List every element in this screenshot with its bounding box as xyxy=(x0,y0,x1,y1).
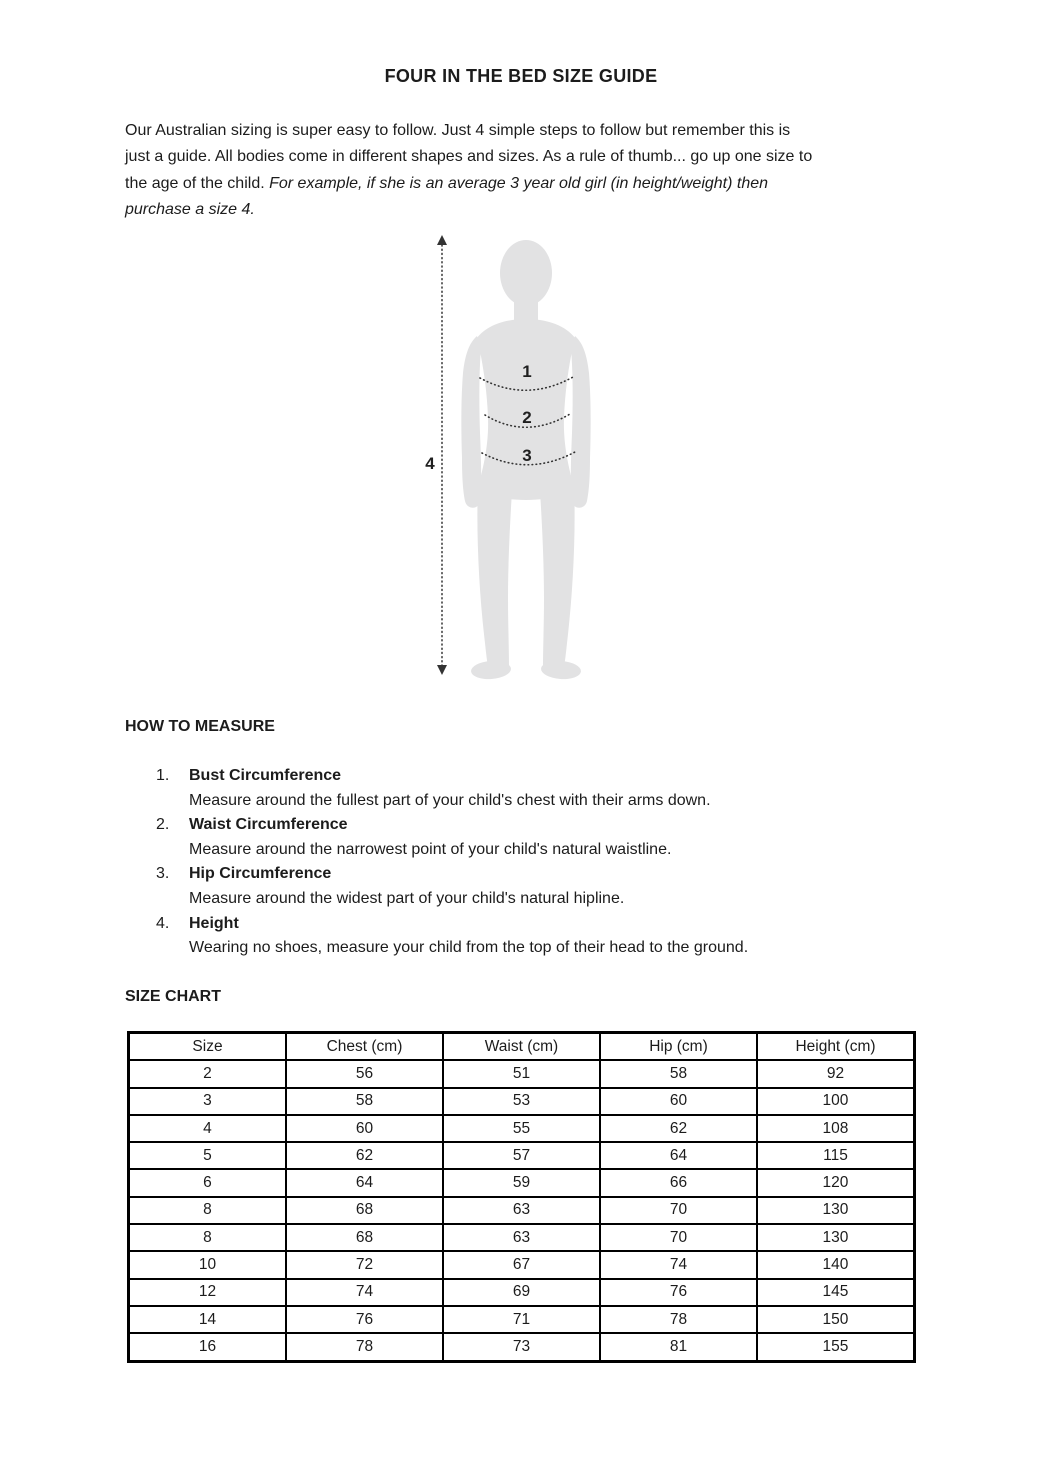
cell-chest: 64 xyxy=(286,1169,443,1196)
cell-height: 150 xyxy=(757,1306,915,1333)
table-row xyxy=(129,1142,915,1169)
cell-chest: 78 xyxy=(286,1333,443,1361)
table-row xyxy=(129,1333,915,1361)
cell-height: 120 xyxy=(757,1169,915,1196)
cell-hip: 66 xyxy=(600,1169,757,1196)
item-description: Measure around the widest part of your child's natural hipline. xyxy=(189,889,625,907)
cell-hip: 81 xyxy=(600,1333,757,1361)
col-header-size: Size xyxy=(129,1033,286,1061)
intro-line: Our Australian sizing is super easy to follow. Just 4 simple steps to follow but remember this is xyxy=(125,122,791,139)
waist-label: 2 xyxy=(522,408,532,427)
item-description: Measure around the fullest part of your child's chest with their arms down. xyxy=(189,791,711,809)
cell-hip: 64 xyxy=(600,1142,757,1169)
silhouette-torso xyxy=(477,319,575,491)
arrow-down-icon xyxy=(437,665,447,675)
item-description: Measure around the narrowest point of your child's natural waistline. xyxy=(189,840,672,858)
intro-line: the age of the child. For example, if she is an average 3 year old girl (in height/weight) then xyxy=(125,174,769,192)
cell-size: 6 xyxy=(129,1169,286,1196)
cell-waist: 69 xyxy=(443,1279,600,1306)
cell-chest: 74 xyxy=(286,1279,443,1306)
cell-size: 14 xyxy=(129,1306,286,1333)
item-number: 4. xyxy=(156,914,170,932)
col-header-height: Height (cm) xyxy=(757,1033,915,1061)
measure-item xyxy=(156,813,926,862)
cell-size: 8 xyxy=(129,1224,286,1251)
cell-size: 12 xyxy=(129,1279,286,1306)
item-number: 2. xyxy=(156,816,170,834)
table-row xyxy=(129,1279,915,1306)
measure-item xyxy=(156,912,926,961)
cell-height: 115 xyxy=(757,1142,915,1169)
table-row xyxy=(129,1060,915,1087)
cell-height: 130 xyxy=(757,1197,915,1224)
measure-item xyxy=(156,862,926,911)
item-title: Bust Circumference xyxy=(189,767,342,784)
cell-size: 3 xyxy=(129,1088,286,1115)
table-row xyxy=(129,1115,915,1142)
cell-hip: 70 xyxy=(600,1224,757,1251)
measure-item xyxy=(156,764,926,813)
item-number: 3. xyxy=(156,865,170,883)
cell-height: 100 xyxy=(757,1088,915,1115)
cell-size: 5 xyxy=(129,1142,286,1169)
table-row xyxy=(129,1251,915,1278)
cell-height: 140 xyxy=(757,1251,915,1278)
cell-waist: 73 xyxy=(443,1333,600,1361)
bust-label: 1 xyxy=(522,362,532,381)
size-chart-heading: SIZE CHART xyxy=(125,988,221,1005)
cell-waist: 55 xyxy=(443,1115,600,1142)
table-row xyxy=(129,1169,915,1196)
intro-line: purchase a size 4. xyxy=(125,200,255,218)
cell-size: 2 xyxy=(129,1060,286,1087)
cell-hip: 58 xyxy=(600,1060,757,1087)
cell-waist: 63 xyxy=(443,1197,600,1224)
page-title: FOUR IN THE BED SIZE GUIDE xyxy=(384,66,658,86)
cell-chest: 72 xyxy=(286,1251,443,1278)
cell-waist: 59 xyxy=(443,1169,600,1196)
cell-chest: 56 xyxy=(286,1060,443,1087)
col-header-waist: Waist (cm) xyxy=(443,1033,600,1061)
silhouette-right-leg xyxy=(540,483,575,667)
cell-height: 155 xyxy=(757,1333,915,1361)
cell-hip: 62 xyxy=(600,1115,757,1142)
item-number: 1. xyxy=(156,767,170,784)
cell-height: 92 xyxy=(757,1060,915,1087)
cell-waist: 63 xyxy=(443,1224,600,1251)
cell-chest: 76 xyxy=(286,1306,443,1333)
cell-hip: 76 xyxy=(600,1279,757,1306)
cell-chest: 62 xyxy=(286,1142,443,1169)
table-row xyxy=(129,1224,915,1251)
cell-waist: 51 xyxy=(443,1060,600,1087)
size-chart-table xyxy=(127,1031,916,1363)
cell-size: 8 xyxy=(129,1197,286,1224)
item-title: Height xyxy=(189,914,239,932)
cell-waist: 57 xyxy=(443,1142,600,1169)
cell-hip: 70 xyxy=(600,1197,757,1224)
cell-height: 108 xyxy=(757,1115,915,1142)
table-header-row xyxy=(129,1033,915,1061)
cell-waist: 71 xyxy=(443,1306,600,1333)
item-description: Wearing no shoes, measure your child from the top of their head to the ground. xyxy=(189,939,749,957)
col-header-chest: Chest (cm) xyxy=(286,1033,443,1061)
cell-hip: 78 xyxy=(600,1306,757,1333)
cell-size: 4 xyxy=(129,1115,286,1142)
intro-line: just a guide. All bodies come in different shapes and sizes. As a rule of thumb... go up one size to xyxy=(125,148,813,166)
cell-waist: 53 xyxy=(443,1088,600,1115)
measurement-figure xyxy=(405,233,655,693)
table-row xyxy=(129,1197,915,1224)
cell-size: 10 xyxy=(129,1251,286,1278)
silhouette-left-leg xyxy=(477,483,512,667)
cell-chest: 68 xyxy=(286,1197,443,1224)
cell-height: 145 xyxy=(757,1279,915,1306)
height-label: 4 xyxy=(425,454,435,473)
item-title: Waist Circumference xyxy=(189,816,348,834)
cell-hip: 74 xyxy=(600,1251,757,1278)
cell-waist: 67 xyxy=(443,1251,600,1278)
cell-chest: 60 xyxy=(286,1115,443,1142)
hip-label: 3 xyxy=(522,446,532,465)
table-row xyxy=(129,1306,915,1333)
col-header-hip: Hip (cm) xyxy=(600,1033,757,1061)
cell-height: 130 xyxy=(757,1224,915,1251)
item-title: Hip Circumference xyxy=(189,865,332,883)
how-to-measure-heading: HOW TO MEASURE xyxy=(125,718,275,735)
cell-chest: 58 xyxy=(286,1088,443,1115)
measure-list xyxy=(156,764,926,961)
arrow-up-icon xyxy=(437,235,447,245)
cell-hip: 60 xyxy=(600,1088,757,1115)
intro-paragraph xyxy=(125,118,925,223)
cell-chest: 68 xyxy=(286,1224,443,1251)
table-row xyxy=(129,1088,915,1115)
cell-size: 16 xyxy=(129,1333,286,1361)
